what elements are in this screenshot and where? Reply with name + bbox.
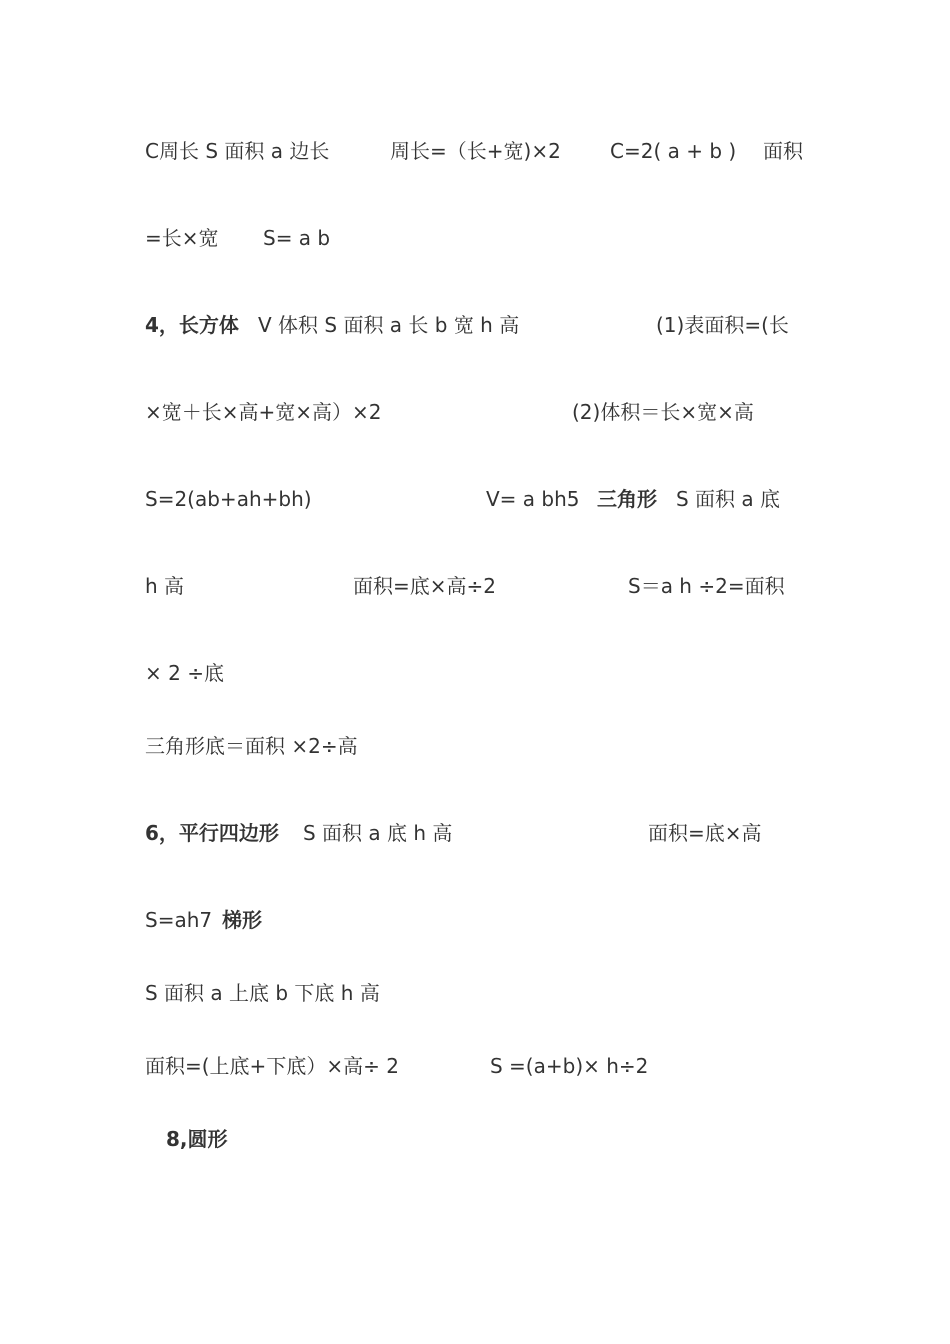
triangle-legend: S 面积 a 底 — [676, 487, 781, 511]
symbol-legend: C周长 S 面积 a 边长 — [145, 139, 330, 163]
perimeter-symbolic: C=2( a + b ) — [610, 139, 737, 163]
triangle-area-symbolic: S＝a h ÷2=面积 — [628, 574, 785, 598]
section-heading-circle: 8,圆形 — [166, 1127, 228, 1151]
area-symbolic: S= a b — [263, 226, 331, 250]
triangle-base-formula: 三角形底＝面积 ×2÷高 — [145, 734, 358, 758]
section-heading-parallelogram: 6，平行四边形 — [145, 821, 279, 845]
trapezoid-area-symbolic: S =(a+b)× h÷2 — [490, 1054, 649, 1078]
section-heading-cuboid: 4，长方体 — [145, 313, 239, 337]
cuboid-legend: V 体积 S 面积 a 长 b 宽 h 高 — [258, 313, 520, 337]
parallelogram-area-formula: 面积=底×高 — [648, 821, 762, 845]
height-legend: h 高 — [145, 574, 185, 598]
parallelogram-legend: S 面积 a 底 h 高 — [303, 821, 453, 845]
trapezoid-legend: S 面积 a 上底 b 下底 h 高 — [145, 981, 380, 1005]
surface-area-symbolic: S=2(ab+ah+bh) — [145, 487, 312, 511]
surface-area-label: (1)表面积=(长 — [656, 313, 789, 337]
volume-formula: (2)体积＝长×宽×高 — [572, 400, 754, 424]
volume-symbolic: V= a bh5 — [486, 487, 580, 511]
section-heading-triangle: 三角形 — [597, 487, 657, 511]
area-formula: =长×宽 — [145, 226, 219, 250]
triangle-area-formula: 面积=底×高÷2 — [353, 574, 496, 598]
trapezoid-area-formula: 面积=(上底+下底）×高÷ 2 — [145, 1054, 399, 1078]
area-label: 面积 — [763, 139, 803, 163]
perimeter-formula: 周长=（长+宽)×2 — [390, 139, 561, 163]
section-heading-trapezoid: 梯形 — [222, 908, 262, 932]
triangle-height-formula: × 2 ÷底 — [145, 661, 224, 685]
surface-area-formula: ×宽＋长×高+宽×高）×2 — [145, 400, 382, 424]
parallelogram-area-symbolic: S=ah7 — [145, 908, 213, 932]
